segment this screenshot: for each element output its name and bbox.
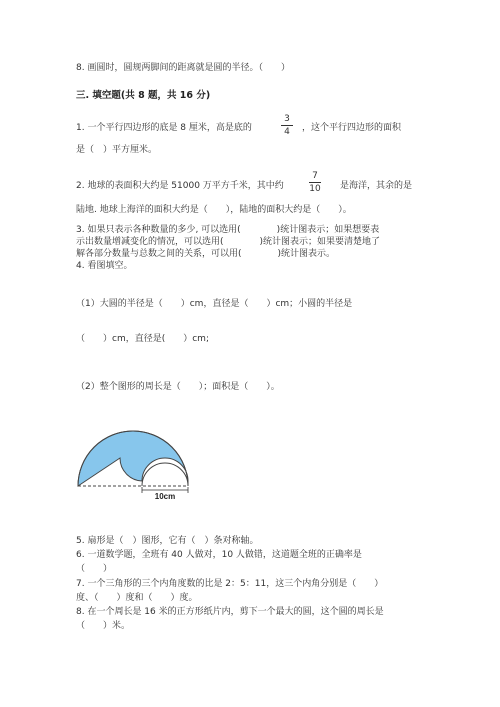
q3-line2: 示出数量增减变化的情况，可以选用( )统计图表示；如果要清楚地了 bbox=[76, 237, 381, 247]
q2-line1-part2: 是海洋，其余的是 bbox=[340, 181, 413, 191]
q6-line2: （ ） bbox=[76, 564, 113, 574]
q8-line2: （ ）米。 bbox=[76, 621, 131, 631]
q1-fraction-numerator: 3 bbox=[284, 114, 290, 124]
fraction-bar bbox=[281, 125, 293, 126]
q1-line1-part1: 1. 一个平行四边形的底是 8 厘米，高是底的 bbox=[76, 123, 252, 133]
q8-line1: 8. 在一个周长是 16 米的正方形纸片内，剪下一个最大的圆，这个圆的周长是 bbox=[76, 607, 384, 617]
q2-fraction-numerator: 7 bbox=[312, 171, 318, 181]
q6-line1: 6. 一道数学题，全班有 40 人做对，10 人做错，这道题全班的正确率是 bbox=[76, 550, 362, 560]
q2-line1-part1: 2. 地球的表面积大约是 51000 万平方千米，其中约 bbox=[76, 181, 284, 191]
q7-line1: 7. 一个三角形的三个内角度数的比是 2：5：11，这三个内角分别是（ ） bbox=[76, 579, 384, 589]
q2-fraction-denominator: 10 bbox=[309, 184, 321, 194]
q1-line2: 是（ ）平方厘米。 bbox=[76, 145, 158, 155]
small-semicircle bbox=[142, 463, 188, 486]
q2-fraction bbox=[306, 171, 324, 194]
q2-line2: 陆地. 地球上海洋的面积大约是（ ），陆地的面积大约是（ ）。 bbox=[76, 205, 352, 215]
dimension-label: 10cm bbox=[154, 492, 176, 500]
q3-line3: 解各部分数量与总数之间的关系，可以用( )统计图表示。 bbox=[76, 249, 336, 259]
q3-line1: 3. 如果只表示各种数量的多少, 可以选用( )统计图表示；如果想要表 bbox=[76, 225, 380, 235]
q1-line1-part2: ，这个平行四边形的面积 bbox=[302, 123, 402, 133]
section-title: 三. 填空题(共 8 题，共 16 分) bbox=[76, 90, 211, 101]
q5: 5. 扇形是（ ）图形，它有（ ）条对称轴。 bbox=[76, 536, 259, 546]
fraction-bar bbox=[309, 182, 321, 183]
q4-title: 4. 看图填空。 bbox=[76, 261, 133, 271]
q7-line2: 度、（ ）度和（ ）度。 bbox=[76, 593, 198, 603]
q4-sub1-line1: （1）大圆的半径是（ ）cm，直径是（ ）cm；小圆的半径是 bbox=[76, 299, 353, 309]
q1-fraction bbox=[278, 114, 296, 137]
q1-fraction-denominator: 4 bbox=[284, 127, 290, 137]
q4-sub1-line2: （ ）cm，直径是( ）cm; bbox=[76, 334, 209, 344]
q4-figure bbox=[76, 430, 196, 500]
prev-question-8: 8. 画圆时，圆规两脚间的距离就是圆的半径。（ ） bbox=[76, 63, 290, 73]
q4-sub2: （2）整个图形的周长是（ ）；面积是（ ）。 bbox=[76, 382, 280, 392]
